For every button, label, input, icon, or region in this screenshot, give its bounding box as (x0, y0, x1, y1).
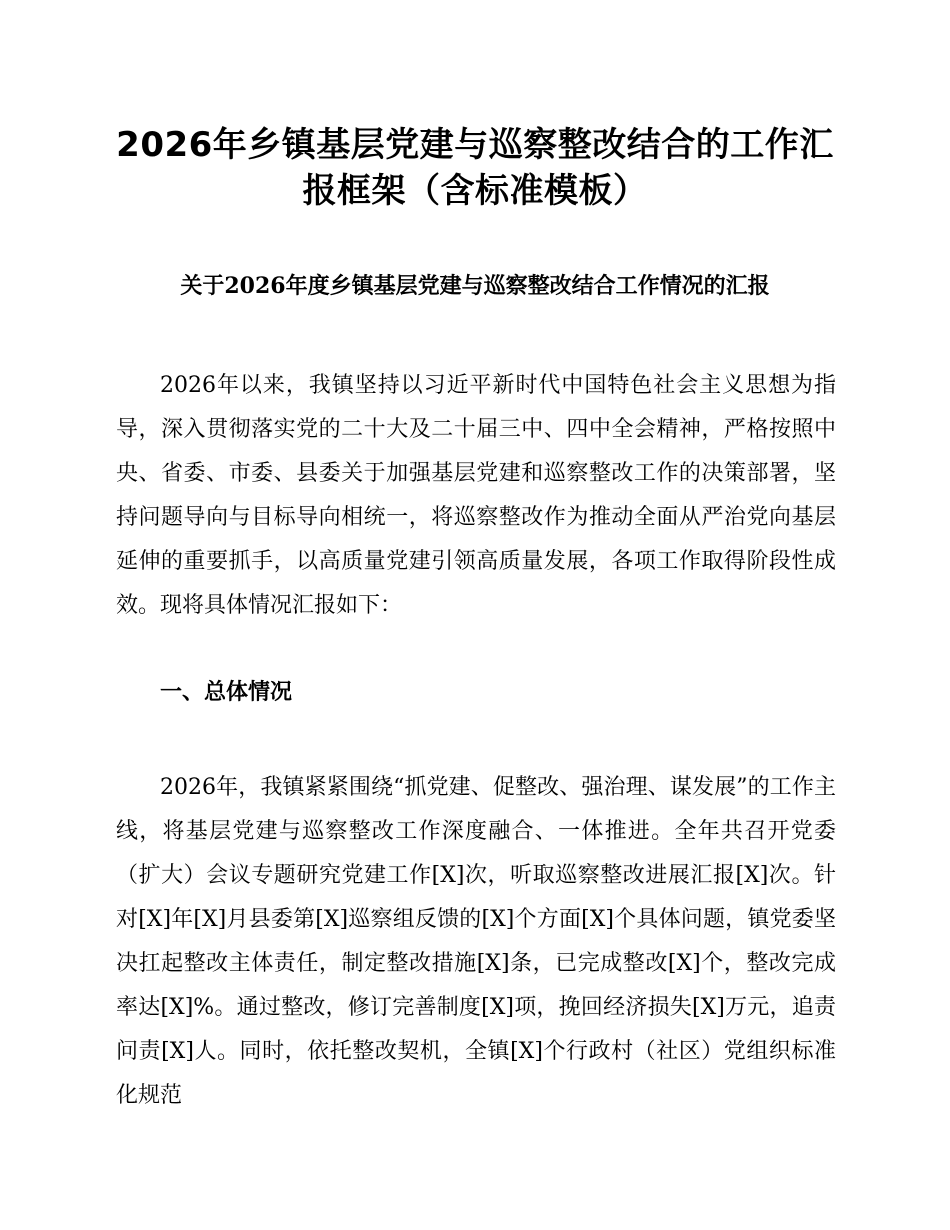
section-paragraph: 2026年，我镇紧紧围绕“抓党建、促整改、强治理、谋发展”的工作主线，将基层党建与巡察整改工作深度融合、一体推进。全年共召开党委（扩大）会议专题研究党建工作[X]次，听取巡察整改进展汇报[X]次。针对[X]年[X]月县委第[X]巡察组反馈的[X]个方面[X]个具体问题，镇党委坚决扛起整改主体责任，制定整改措施[X]条，已完成整改[X]个，整改完成率达[X]%。通过整改，修订完善制度[X]项，挽回经济损失[X]万元，追责问责[X]人。同时，依托整改契机，全镇[X]个行政村（社区）党组织标准化规范 (116, 775, 836, 1108)
document-title (110, 122, 840, 214)
title-line-2: 报框架（含标准模板） (302, 171, 648, 211)
intro-paragraph: 2026年以来，我镇坚持以习近平新时代中国特色社会主义思想为指导，深入贯彻落实党的二十大及二十届三中、四中全会精神，严格按照中央、省委、市委、县委关于加强基层党建和巡察整改工作的决策部署，坚持问题导向与目标导向相统一，将巡察整改作为推动全面从严治党向基层延伸的重要抓手，以高质量党建引领高质量发展，各项工作取得阶段性成效。现将具体情况汇报如下： (116, 373, 836, 618)
title-line-1: 2026年乡镇基层党建与巡察整改结合的工作汇 (116, 125, 834, 165)
section-heading: 一、总体情况 (160, 679, 293, 705)
report-subtitle: 关于2026年度乡镇基层党建与巡察整改结合工作情况的汇报 (180, 273, 770, 299)
